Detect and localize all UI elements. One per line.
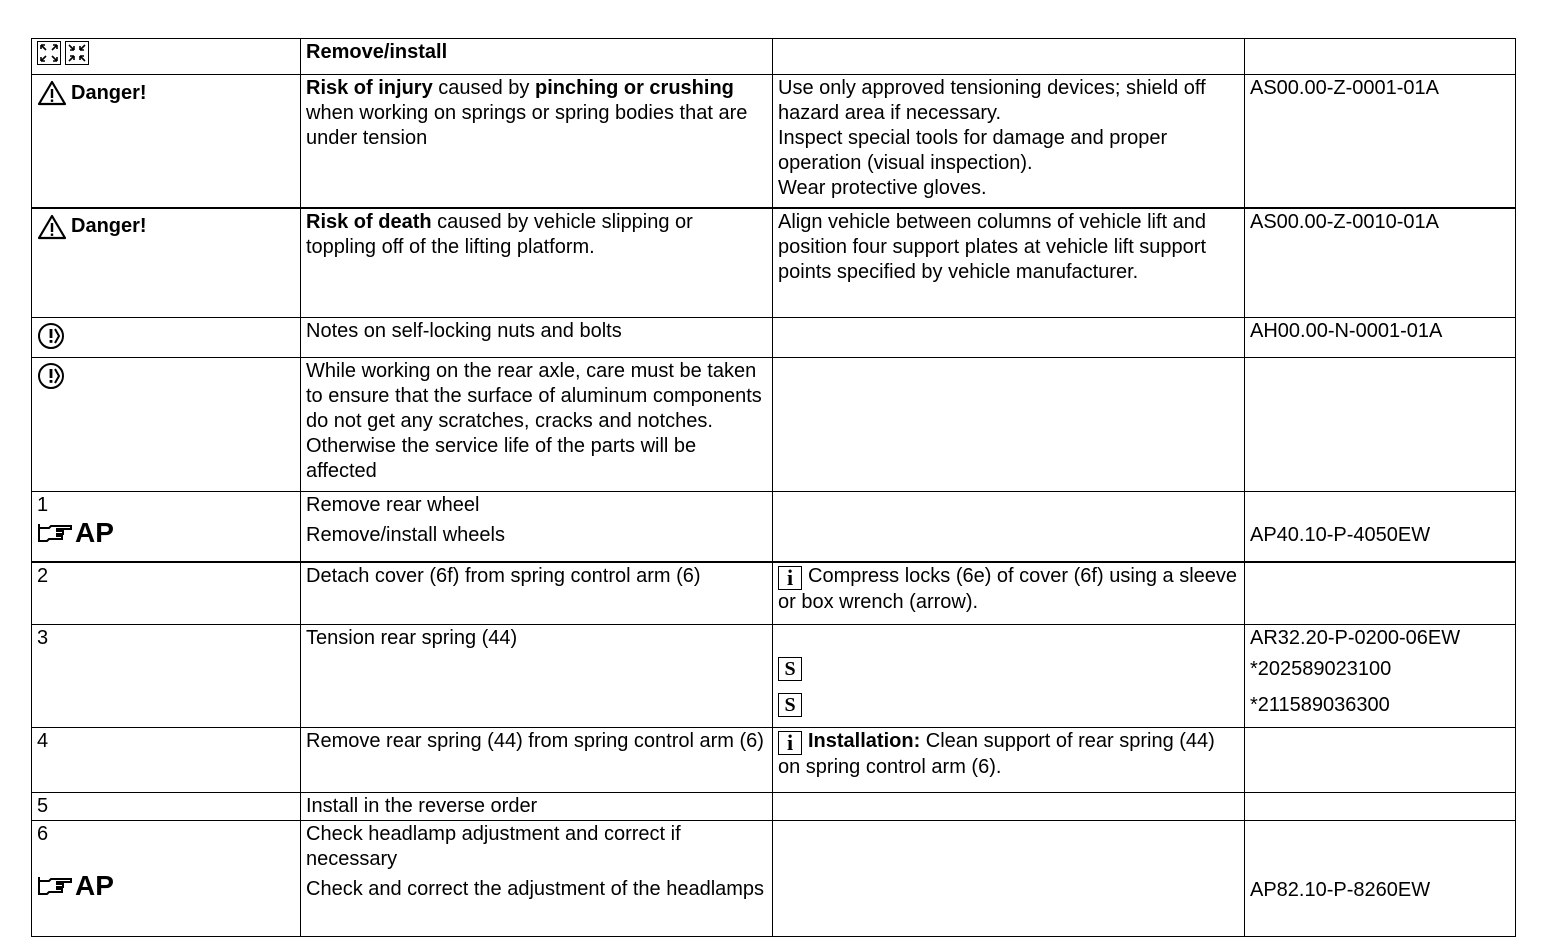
step-number: 3 — [32, 625, 301, 728]
step-reference: AR32.20-P-0200-06EW — [1250, 627, 1461, 649]
danger-label: Danger! — [71, 81, 147, 104]
page-title: Remove/install — [301, 39, 773, 75]
danger-row-injury — [32, 75, 1516, 208]
step-text: Tension rear spring (44) — [301, 625, 773, 728]
pointing-hand-icon — [37, 874, 73, 898]
danger-label: Danger! — [71, 215, 147, 237]
step-info: Clean support of rear spring (44) on spring control arm (6). — [778, 730, 1215, 778]
assembly-view-icon — [65, 41, 89, 65]
warning-triangle-icon — [37, 80, 67, 106]
note-row-nuts-bolts — [32, 318, 1516, 358]
note-text: Notes on self-locking nuts and bolts — [301, 318, 773, 358]
danger-measures: Use only approved tensioning devices; shield off hazard area if necessary. Inspect special tools for damage and proper operation (visual inspection). Wear protective gloves. — [773, 75, 1245, 208]
step-text: Detach cover (6f) from spring control arm (6) — [301, 562, 773, 625]
step-subtext: Check and correct the adjustment of the headlamps — [306, 878, 765, 900]
step-number: 4 — [32, 728, 301, 793]
tool-number: *211589036300 — [1250, 694, 1390, 716]
header-row — [32, 39, 1516, 75]
info-icon: i — [778, 731, 802, 755]
step-number: 5 — [32, 793, 301, 821]
note-icon — [37, 322, 65, 350]
info-icon: i — [778, 566, 802, 590]
ap-reference-link[interactable]: AP — [37, 871, 114, 901]
step-reference: AP82.10-P-8260EW — [1250, 879, 1431, 901]
note-text: While working on the rear axle, care must be taken to ensure that the surface of aluminum components do not get any scratches, cracks and notches. Otherwise the service life of the parts will be affected — [301, 358, 773, 492]
step-text: Install in the reverse order — [301, 793, 773, 821]
step-number: 1 — [37, 494, 49, 516]
pointing-hand-icon — [37, 521, 73, 545]
danger-reference: AS00.00-Z-0010-01A — [1245, 208, 1516, 318]
special-tool-icon: S — [778, 657, 802, 681]
step-row-5 — [32, 793, 1516, 821]
step-row-3 — [32, 625, 1516, 728]
step-number: 2 — [32, 562, 301, 625]
special-tool-icon: S — [778, 693, 802, 717]
step-row-2 — [32, 562, 1516, 625]
step-text: Remove rear spring (44) from spring control arm (6) — [301, 728, 773, 793]
step-row-1 — [32, 492, 1516, 562]
step-row-4 — [32, 728, 1516, 793]
danger-risk-text: Risk of injury caused by pinching or crushing when working on springs or spring bodies that are under tension — [301, 75, 773, 208]
step-number: 6 — [37, 823, 49, 845]
procedure-table — [31, 38, 1516, 937]
note-icon — [37, 362, 65, 390]
danger-row-death — [32, 208, 1516, 318]
step-subtext: Remove/install wheels — [306, 524, 505, 546]
danger-reference: AS00.00-Z-0001-01A — [1245, 75, 1516, 208]
tool-number: *202589023100 — [1250, 658, 1392, 680]
ap-reference-link[interactable]: AP — [37, 518, 114, 548]
step-info-label: Installation: — [808, 730, 921, 752]
danger-measures: Align vehicle between columns of vehicle lift and position four support plates at vehicle lift support points specified by vehicle manufacturer. — [773, 208, 1245, 318]
step-text: Check headlamp adjustment and correct if necessary — [306, 823, 681, 870]
warning-triangle-icon — [37, 214, 67, 240]
exploded-view-icon — [37, 41, 61, 65]
step-reference: AP40.10-P-4050EW — [1250, 524, 1431, 546]
step-row-6 — [32, 821, 1516, 937]
step-info: Compress locks (6e) of cover (6f) using a sleeve or box wrench (arrow). — [778, 564, 1238, 613]
note-reference: AH00.00-N-0001-01A — [1245, 318, 1516, 358]
note-row-aluminum — [32, 358, 1516, 492]
step-text: Remove rear wheel — [306, 494, 480, 516]
danger-risk-text: Risk of death caused by vehicle slipping or toppling off of the lifting platform. — [301, 208, 773, 318]
